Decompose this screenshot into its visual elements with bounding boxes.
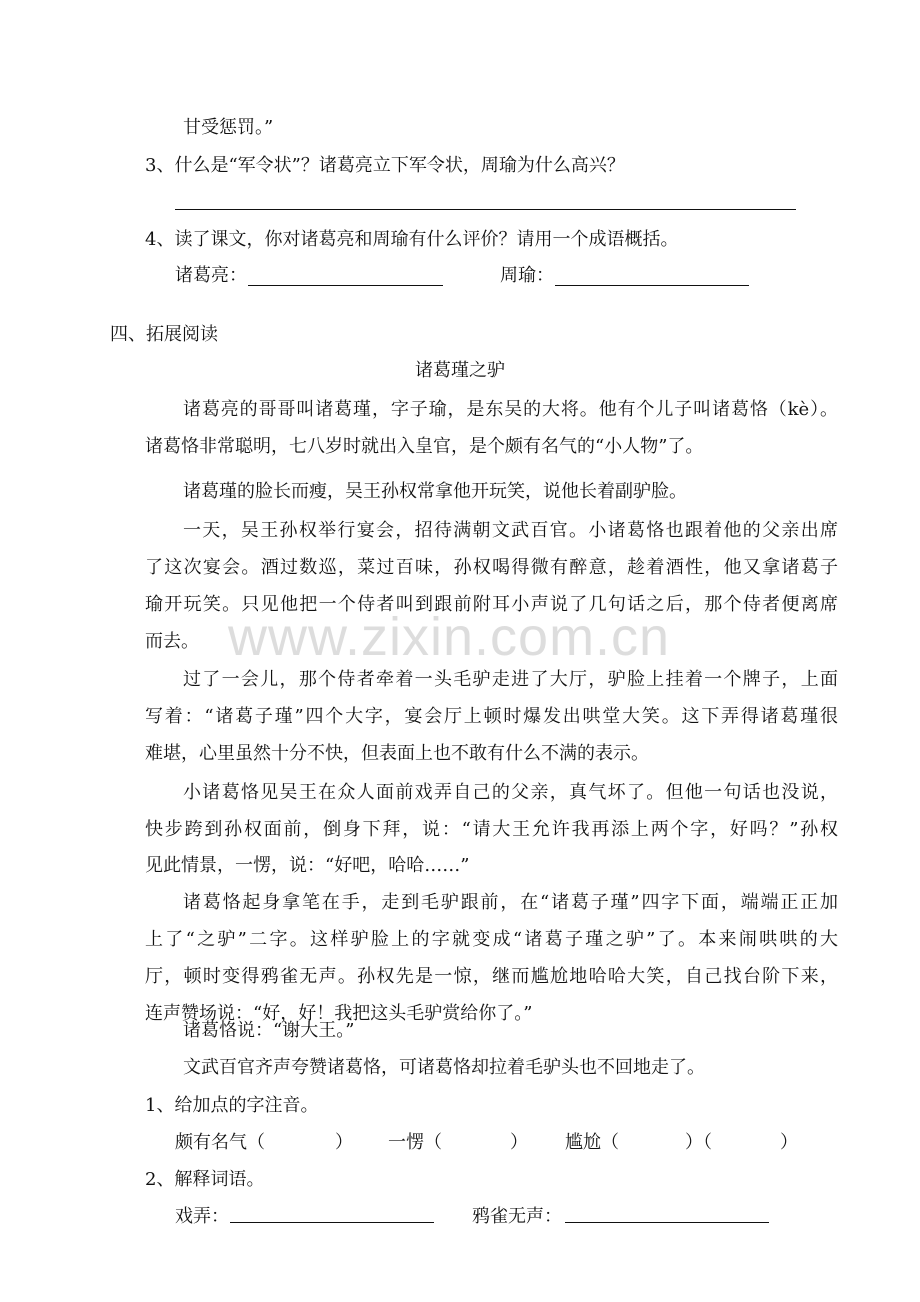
passage-line: 连声赞场说：“好，好！我把这头毛驴赏给你了。” (145, 1003, 533, 1024)
section-heading: 四、拓展阅读 (110, 324, 218, 345)
question-1: 1、给加点的字注音。 (145, 1095, 319, 1116)
passage-line: 而去。 (145, 631, 199, 652)
label-yaquewusheng: 鸦雀无声： (472, 1206, 562, 1227)
passage-line: 瑜开玩笑。只见他把一个侍者叫到跟前附耳小声说了几句话之后，那个侍者便离席 (145, 594, 838, 615)
passage-line: 诸葛恪说：“谢大王。” (183, 1020, 355, 1041)
passage-line: 小诸葛恪见吴王在众人面前戏弄自己的父亲，真气坏了。但他一句话也没说， (183, 782, 838, 803)
pinyin-item: 一愣（ (388, 1132, 442, 1153)
answer-line-zhugeliang[interactable] (248, 285, 443, 286)
pinyin-item: ） (510, 1132, 528, 1153)
passage-line: 写着：“诸葛子瑾”四个大字，宴会厅上顿时爆发出哄堂大笑。这下弄得诸葛瑾很 (145, 706, 838, 727)
text-line: 甘受惩罚。” (183, 117, 274, 138)
passage-line: 文武百官齐声夸赞诸葛恪，可诸葛恪却拉着毛驴头也不回地走了。 (183, 1057, 705, 1078)
question-3: 3、什么是“军令状”？诸葛亮立下军令状，周瑜为什么高兴？ (145, 155, 625, 176)
watermark: www.zixin.com.cn (228, 607, 671, 667)
pinyin-item: 颇有名气（ (175, 1132, 265, 1153)
passage-line: 了这次宴会。酒过数巡，菜过百味，孙权喝得微有醉意，趁着酒性，他又拿诸葛子 (145, 557, 838, 578)
label-zhugeliang: 诸葛亮： (175, 265, 247, 286)
passage-line: 诸葛瑾的脸长而瘦，吴王孙权常拿他开玩笑，说他长着副驴脸。 (183, 481, 687, 502)
answer-line-xinong[interactable] (230, 1222, 434, 1223)
pinyin-item: ） (780, 1132, 798, 1153)
question-2: 2、解释词语。 (145, 1169, 265, 1190)
pinyin-item: 尴尬（ (565, 1132, 619, 1153)
passage-line: 过了一会儿，那个侍者牵着一头毛驴走进了大厅，驴脸上挂着一个牌子，上面 (183, 669, 838, 690)
passage-line: 难堪，心里虽然十分不快，但表面上也不敢有什么不满的表示。 (145, 743, 649, 764)
passage-title: 诸葛瑾之驴 (415, 360, 505, 381)
passage-line: 厅，顿时变得鸦雀无声。孙权先是一惊，继而尴尬地哈哈大笑，自己找台阶下来， (145, 966, 838, 987)
question-4: 4、读了课文，你对诸葛亮和周瑜有什么评价？请用一个成语概括。 (145, 229, 679, 250)
answer-line-zhouyu[interactable] (555, 285, 749, 286)
passage-line: 一天，吴王孙权举行宴会，招待满朝文武百官。小诸葛恪也跟着他的父亲出席 (183, 520, 838, 541)
answer-line[interactable] (175, 209, 796, 210)
label-xinong: 戏弄： (175, 1206, 229, 1227)
label-zhouyu: 周瑜： (500, 265, 554, 286)
passage-line: 上了“之驴”二字。这样驴脸上的字就变成“诸葛子瑾之驴”了。本来闹哄哄的大 (145, 929, 838, 950)
pinyin-item: ）（ (685, 1132, 712, 1153)
passage-line: 快步跨到孙权面前，倒身下拜，说：“请大王允许我再添上两个字，好吗？”孙权 (145, 819, 838, 840)
passage-line: 诸葛亮的哥哥叫诸葛瑾，字子瑜，是东吴的大将。他有个儿子叫诸葛恪（kè）。 (183, 399, 838, 420)
answer-line-yaquewusheng[interactable] (565, 1222, 769, 1223)
pinyin-item: ） (335, 1132, 353, 1153)
passage-line: 诸葛恪非常聪明，七八岁时就出入皇官，是个颇有名气的“小人物”了。 (145, 436, 704, 457)
passage-line: 见此情景，一愣，说：“好吧，哈哈……” (145, 855, 470, 876)
passage-line: 诸葛恪起身拿笔在手，走到毛驴跟前，在“诸葛子瑾”四字下面，端端正正加 (183, 892, 838, 913)
